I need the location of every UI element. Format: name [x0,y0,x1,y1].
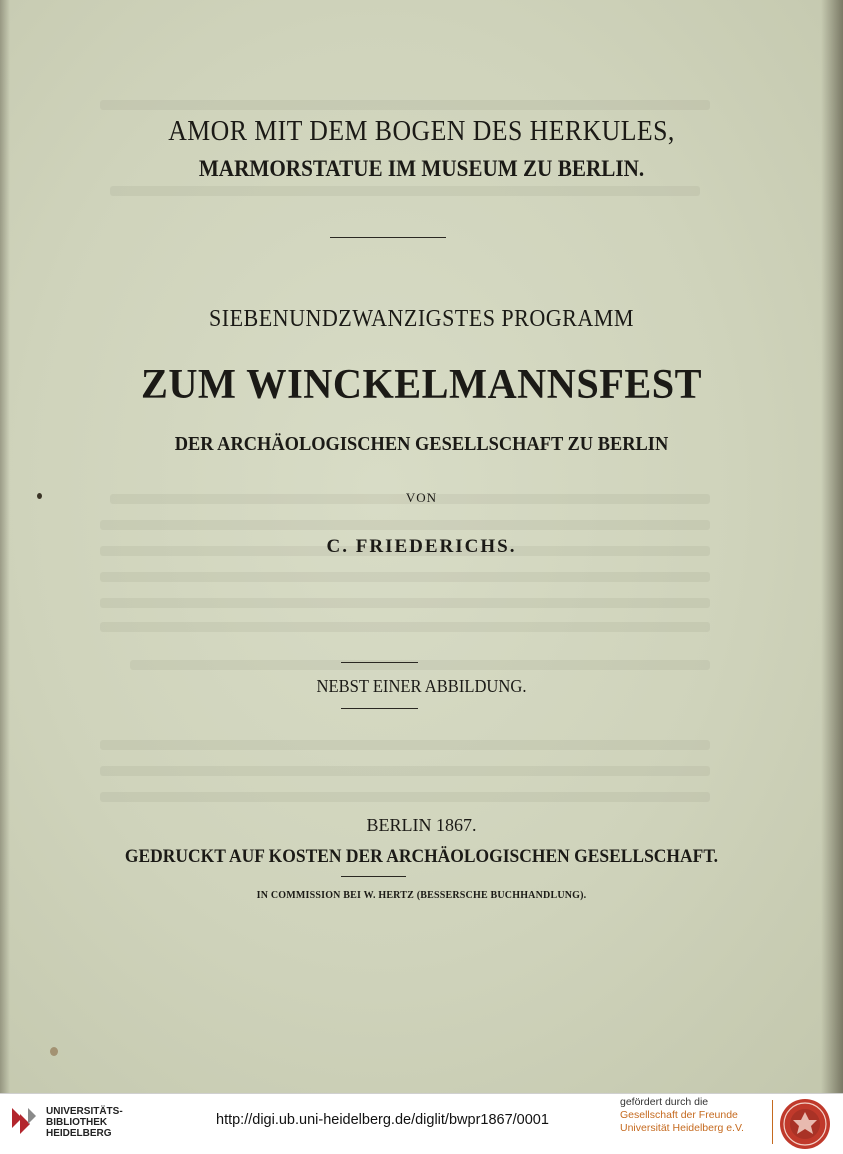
heidelberg-seal-icon[interactable] [779,1098,831,1150]
sponsor-org-line: Gesellschaft der Freunde [620,1109,738,1121]
library-name-line: UNIVERSITÄTS- [46,1106,123,1117]
bleed-through [100,792,710,802]
imprint-printed: GEDRUCKT AUF KOSTEN DER ARCHÄOLOGISCHEN GESELLSCHAFT. [124,846,719,867]
library-name[interactable] [46,1106,123,1139]
document-url-link[interactable]: http://digi.ub.uni-heidelberg.de/diglit/bwpr1867/0001 [216,1112,549,1128]
bleed-through [100,622,710,632]
sponsor-org-line: Universität Heidelberg e.V. [620,1122,744,1134]
bleed-through [100,740,710,750]
library-name-line: BIBLIOTHEK [46,1117,108,1128]
title-line-1: AMOR MIT DEM BOGEN DES HERKULES, [168,116,675,147]
author-name: C. FRIEDERICHS. [326,536,517,557]
bleed-through [100,766,710,776]
imprint-place-year: BERLIN 1867. [366,815,477,835]
imprint-commission: IN COMMISSION BEI W. HERTZ (BESSERSCHE BUCHHANDLUNG). [256,890,587,901]
bleed-through [110,186,700,196]
sponsor-divider [772,1100,773,1144]
illustration-note: NEBST EINER ABBILDUNG. [316,676,527,696]
festival-heading: ZUM WINCKELMANNSFEST [140,362,703,408]
bleed-through [130,660,710,670]
bleed-through [100,572,710,582]
society-heading: DER ARCHÄOLOGISCHEN GESELLSCHAFT ZU BERLIN [174,433,669,455]
divider-rule [341,708,418,709]
divider-rule [341,876,406,877]
university-library-logo-icon[interactable] [8,1104,38,1140]
divider-rule [341,662,418,663]
sponsor-lead: gefördert durch die [620,1096,709,1108]
library-name-line: HEIDELBERG [46,1128,112,1139]
stain-spot [50,1047,58,1056]
sponsor-block[interactable] [620,1096,765,1135]
divider-rule [330,237,446,238]
ink-spot [37,493,42,499]
program-heading: SIEBENUNDZWANZIGSTES PROGRAMM [209,306,634,332]
title-line-2: MARMORSTATUE IM MUSEUM ZU BERLIN. [198,156,645,181]
bleed-through [100,520,710,530]
bleed-through [100,598,710,608]
by-label: VON [405,490,438,505]
bleed-through [100,100,710,110]
footer-bar [0,1093,843,1154]
